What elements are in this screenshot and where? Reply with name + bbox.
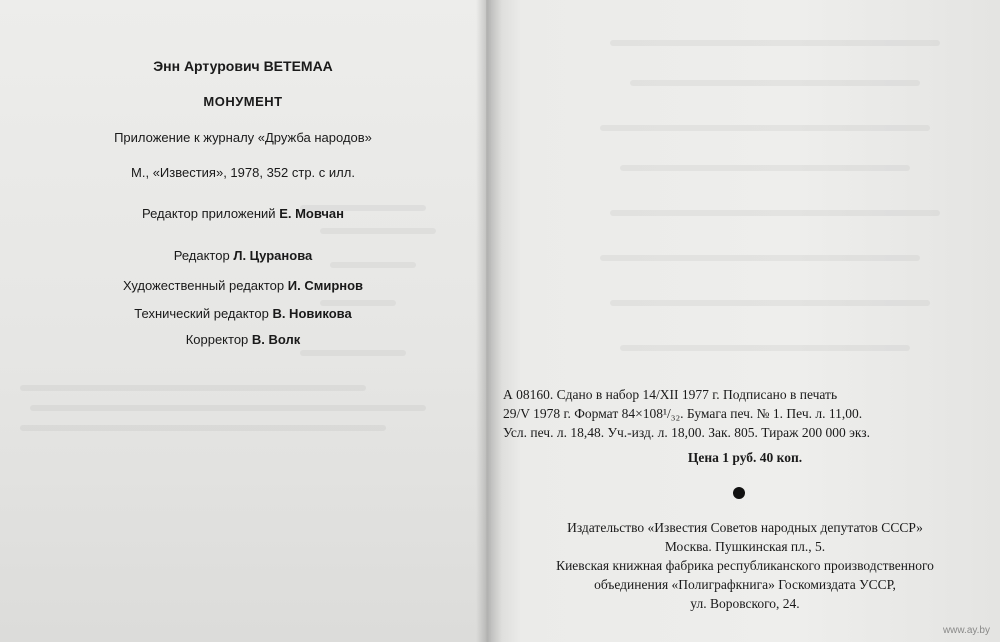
show-through-text bbox=[610, 40, 940, 46]
credit-person: В. Волк bbox=[251, 332, 301, 347]
show-through-text bbox=[600, 125, 930, 131]
bullet-icon bbox=[733, 487, 745, 499]
publisher-line: Издательство «Известия Советов народных депутатов СССР» bbox=[567, 520, 923, 535]
show-through-text bbox=[630, 80, 920, 86]
show-through-text bbox=[620, 345, 910, 351]
show-through-text bbox=[620, 165, 910, 171]
publication-info: М., «Известия», 1978, 352 стр. с илл. bbox=[131, 165, 355, 180]
credit-role: Редактор bbox=[173, 248, 230, 263]
publisher-line: Киевская книжная фабрика республиканского производственного bbox=[556, 558, 934, 573]
show-through-text bbox=[20, 385, 366, 391]
show-through-text bbox=[600, 255, 920, 261]
watermark: www.ay.by bbox=[942, 625, 990, 636]
publisher-line: Москва. Пушкинская пл., 5. bbox=[664, 539, 826, 554]
imprint-block bbox=[503, 385, 978, 442]
credit-tech-editor bbox=[0, 306, 486, 322]
imprint-line: А 08160. Сдано в набор 14/XII 1977 г. Подписано в печать bbox=[503, 387, 838, 402]
publisher-line: ул. Воровского, 24. bbox=[690, 596, 800, 611]
show-through-text bbox=[610, 300, 930, 306]
supplement-note: Приложение к журналу «Дружба народов» bbox=[114, 130, 372, 145]
credit-role: Художественный редактор bbox=[122, 278, 285, 293]
book-title: МОНУМЕНТ bbox=[203, 94, 283, 109]
credit-role: Корректор bbox=[185, 332, 249, 347]
credit-person: Е. Мовчан bbox=[279, 206, 344, 221]
show-through-text bbox=[320, 228, 436, 234]
credit-art-editor bbox=[0, 278, 486, 294]
show-through-text bbox=[30, 405, 426, 411]
price: Цена 1 руб. 40 коп. bbox=[687, 450, 803, 465]
credit-editor-supplements bbox=[0, 206, 486, 222]
show-through-text bbox=[20, 425, 386, 431]
publisher-line: объединения «Полиграфкнига» Госкомиздата УССР, bbox=[594, 577, 896, 592]
imprint-line: Усл. печ. л. 18,48. Уч.-изд. л. 18,00. Зак. 805. Тираж 200 000 экз. bbox=[503, 425, 870, 440]
credit-person: Л. Цуранова bbox=[233, 248, 313, 263]
credit-proofreader bbox=[0, 332, 486, 348]
show-through-text bbox=[300, 350, 406, 356]
credit-person: И. Смирнов bbox=[287, 278, 364, 293]
imprint-line: 29/V 1978 г. Формат 84×108¹/₃₂. Бумага печ. № 1. Печ. л. 11,00. bbox=[503, 406, 863, 421]
credit-role: Технический редактор bbox=[134, 306, 269, 321]
credit-role: Редактор приложений bbox=[142, 206, 276, 221]
credit-editor bbox=[0, 248, 486, 264]
show-through-text bbox=[610, 210, 940, 216]
publisher-block bbox=[490, 518, 1000, 613]
author-name: Энн Артурович ВЕТЕМАА bbox=[153, 58, 333, 74]
credit-person: В. Новикова bbox=[272, 306, 352, 321]
